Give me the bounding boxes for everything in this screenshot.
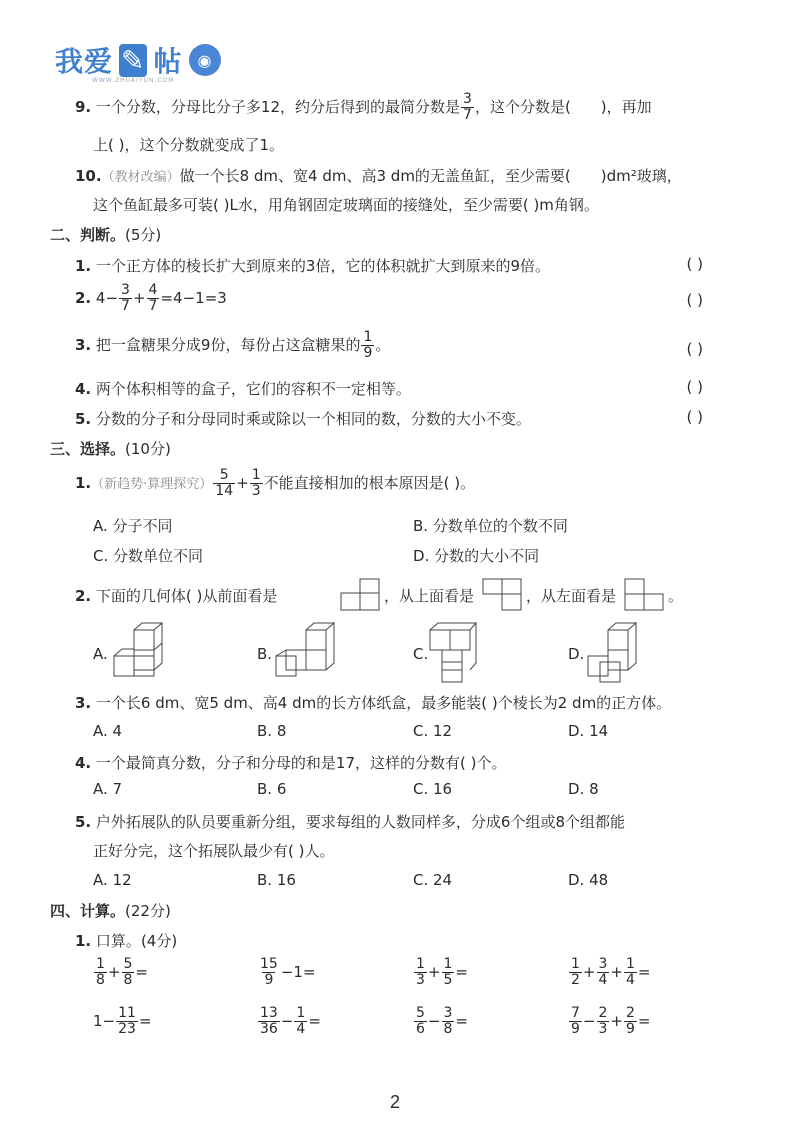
question-text: )dm²玻璃， — [600, 167, 682, 185]
answer-paren-4[interactable]: ( ) — [686, 378, 703, 396]
logo-subtext: WWW.ZHUAIYUN.COM — [92, 77, 175, 84]
question-number: 2. — [75, 587, 92, 605]
cube-figure-c-icon — [428, 622, 478, 684]
option-b[interactable]: B. 16 — [257, 871, 296, 889]
judge-item-2 — [75, 283, 227, 314]
calc-subsection-1 — [75, 930, 177, 951]
option-a[interactable]: A. 7 — [93, 780, 123, 798]
logo-text-2: 帖 — [153, 45, 183, 78]
question-5-line2: 正好分完，这个拓展队最少有( )人。 — [93, 842, 335, 860]
answer-paren-1[interactable]: ( ) — [686, 255, 703, 273]
calc-expr-5: 1− $\frac{11}{23}$ = — [93, 1005, 152, 1037]
fraction — [213, 468, 235, 499]
question-9-line2: 上( )，这个分数就变成了1。 — [93, 136, 285, 154]
numerator: 1 — [363, 329, 373, 345]
question-10 — [75, 165, 682, 186]
expr-text: + — [236, 474, 249, 492]
left-view-icon — [624, 578, 666, 612]
cube-figure-b-icon — [274, 622, 338, 680]
numerator: 4 — [148, 282, 158, 298]
question-text: 下面的几何体( )从前面看是 — [95, 587, 278, 605]
question-text: 户外拓展队的队员要重新分组，要求每组的人数同样多，分成6个组或8个组都能 — [95, 813, 626, 831]
question-number: 4. — [75, 754, 92, 772]
option-a[interactable]: A. 分子不同 — [93, 517, 173, 535]
fraction — [147, 283, 160, 314]
question-text: ，从上面看是 — [384, 587, 475, 605]
item-text: 分数的分子和分母同时乘或除以一个相同的数，分数的大小不变。 — [95, 410, 531, 428]
item-text: 一个正方体的棱长扩大到原来的3倍，它的体积就扩大到原来的9倍。 — [95, 257, 551, 275]
option-d[interactable]: D. 8 — [568, 780, 599, 798]
option-c[interactable]: C. — [413, 645, 429, 663]
expr-text: 4− — [95, 289, 119, 307]
question-text: ，这个分数是( — [474, 98, 571, 116]
question-text: 。 — [668, 587, 684, 605]
numerator: 3 — [121, 282, 130, 298]
question-text: 做一个长8 dm、宽4 dm、高3 dm的无盖鱼缸，至少需要( — [179, 167, 571, 185]
calc-expr-3: $\frac{1}{3}$ + $\frac{1}{5}$ = — [416, 956, 468, 988]
denominator: 7 — [148, 298, 158, 314]
item-text: 。 — [375, 336, 391, 354]
choice-question-4 — [75, 752, 506, 773]
logo-mark-icon: ✎ — [121, 43, 146, 77]
question-number: 5. — [75, 813, 92, 831]
fraction — [361, 330, 374, 361]
numerator: 3 — [463, 91, 472, 107]
top-view-icon — [482, 578, 524, 612]
calc-expr-1: $\frac{1}{8}$ + $\frac{5}{8}$ = — [96, 956, 148, 988]
item-text: 两个体积相等的盒子，它们的容积不一定相等。 — [95, 380, 411, 398]
answer-paren-2[interactable]: ( ) — [686, 291, 703, 309]
section-heading-calc — [50, 900, 171, 921]
fraction — [250, 468, 263, 499]
answer-paren-3[interactable]: ( ) — [686, 340, 703, 358]
option-b[interactable]: B. — [257, 645, 273, 663]
option-c[interactable]: C. 12 — [413, 722, 453, 740]
option-d[interactable]: D. 14 — [568, 722, 609, 740]
item-number: 2. — [75, 289, 92, 307]
option-b[interactable]: B. 8 — [257, 722, 287, 740]
question-10-line2: 这个鱼缸最多可装( )L水，用角钢固定玻璃面的接缝处，至少需要( )m角钢。 — [93, 196, 599, 214]
section-score: (5分) — [125, 226, 162, 244]
judge-item-3 — [75, 330, 390, 361]
option-a[interactable]: A. 4 — [93, 722, 123, 740]
logo-text: 我爱 — [55, 45, 114, 78]
calc-expr-2: $\frac{15}{9}$ −1= — [260, 956, 316, 988]
calc-expr-8: $\frac{7}{9}$ − $\frac{2}{3}$ + $\frac{2}{9}$ = — [571, 1005, 651, 1037]
judge-item-5 — [75, 408, 531, 429]
denominator: 14 — [215, 483, 234, 499]
option-c[interactable]: C. 分数单位不同 — [93, 547, 204, 565]
question-text: 不能直接相加的根本原因是( )。 — [263, 474, 476, 492]
section-score: (22分) — [125, 902, 171, 920]
numerator: 1 — [251, 467, 261, 483]
brand-logo — [55, 40, 221, 80]
question-number: 1. — [75, 474, 92, 492]
section-title: 三、选择。 — [50, 440, 126, 458]
cube-figure-d-icon — [586, 622, 642, 684]
question-number: 10. — [75, 167, 102, 185]
denominator: 9 — [363, 345, 373, 361]
question-9 — [75, 92, 652, 123]
subsection-title: 口算。 — [95, 932, 141, 950]
section-title: 四、计算。 — [50, 902, 126, 920]
item-number: 4. — [75, 380, 92, 398]
cube-figure-a-icon — [112, 622, 168, 680]
item-number: 5. — [75, 410, 92, 428]
subsection-score: (4分) — [140, 932, 178, 950]
question-number: 9. — [75, 98, 92, 116]
denominator: 7 — [121, 298, 130, 314]
option-a[interactable]: A. 12 — [93, 871, 132, 889]
judge-item-1 — [75, 255, 550, 276]
question-text: 一个长6 dm、宽5 dm、高4 dm的长方体纸盒，最多能装( )个棱长为2 dm的正方体。 — [95, 694, 672, 712]
option-d[interactable]: D. 48 — [568, 871, 609, 889]
expr-text: =4−1=3 — [160, 289, 227, 307]
denominator: 3 — [251, 483, 261, 499]
numerator: 5 — [219, 467, 229, 483]
section-heading-choice — [50, 438, 171, 459]
expr-text: + — [132, 289, 146, 307]
choice-question-3 — [75, 692, 671, 713]
fraction — [119, 283, 132, 314]
choice-question-2 — [75, 585, 277, 606]
question-text: 一个最简真分数，分子和分母的和是17，这样的分数有( )个。 — [95, 754, 507, 772]
item-number: 1. — [75, 932, 92, 950]
option-c[interactable]: C. 16 — [413, 780, 453, 798]
calc-expr-4: $\frac{1}{2}$ + $\frac{3}{4}$ + $\frac{1}{4}$ = — [571, 956, 651, 988]
option-a[interactable]: A. — [93, 645, 108, 663]
section-score: (10分) — [125, 440, 171, 458]
calc-expr-7: $\frac{5}{6}$ − $\frac{3}{8}$ = — [416, 1005, 468, 1037]
answer-paren-5[interactable]: ( ) — [686, 408, 703, 426]
calc-expr-6: $\frac{13}{36}$ − $\frac{1}{4}$ = — [260, 1005, 321, 1037]
choice-question-5 — [75, 811, 625, 832]
choice-question-1 — [75, 468, 475, 499]
question-text: 一个分数，分母比分子多12，约分后得到的最简分数是 — [95, 98, 461, 116]
fraction — [461, 92, 474, 123]
logo-badge-icon: ◉ — [189, 44, 221, 76]
question-tag: （教材改编） — [101, 170, 180, 185]
judge-item-4 — [75, 378, 411, 399]
denominator: 7 — [463, 107, 472, 123]
section-title: 二、判断。 — [50, 226, 126, 244]
item-number: 3. — [75, 336, 92, 354]
option-b[interactable]: B. 分数单位的个数不同 — [413, 517, 568, 535]
section-heading-judge — [50, 224, 161, 245]
question-tag: （新趋势·算理探究） — [91, 477, 213, 492]
item-text: 把一盒糖果分成9份，每份占这盒糖果的 — [95, 336, 361, 354]
page-number: 2 — [390, 1092, 401, 1112]
option-d[interactable]: D. 分数的大小不同 — [413, 547, 540, 565]
option-c[interactable]: C. 24 — [413, 871, 453, 889]
question-text: ，从左面看是 — [526, 587, 617, 605]
option-b[interactable]: B. 6 — [257, 780, 287, 798]
question-number: 3. — [75, 694, 92, 712]
question-text: )，再加 — [600, 98, 652, 116]
item-number: 1. — [75, 257, 92, 275]
front-view-icon — [340, 578, 382, 612]
option-d[interactable]: D. — [568, 645, 585, 663]
